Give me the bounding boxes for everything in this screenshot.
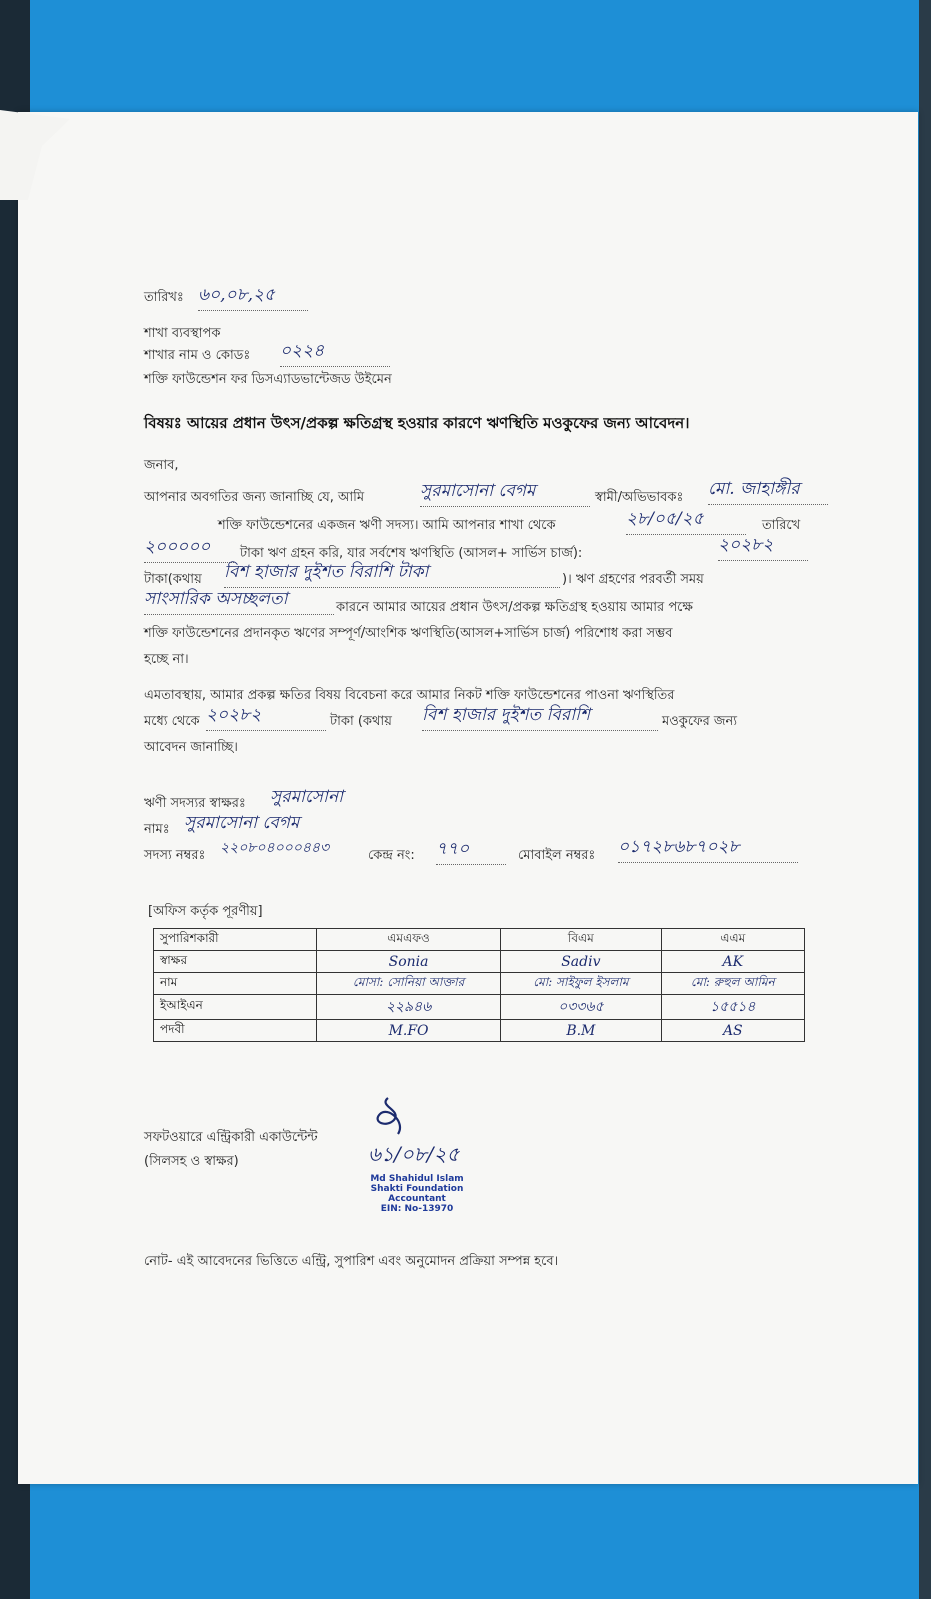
member-signature: সুরমাসোনা: [270, 787, 344, 807]
stamp-org: Shakti Foundation: [370, 1184, 464, 1194]
para1-text-7: )। ঋণ গ্রহণের পরবর্তী সময়: [562, 572, 704, 587]
member-number: ২২০৮০৪০০০৪৪৩: [220, 840, 330, 856]
waive-words-handwritten: বিশ হাজার দুইশত বিরাশি: [422, 702, 658, 731]
para2-text-4: মওকুফের জন্য: [662, 714, 738, 729]
accountant-label-sub: (সিলসহ ও স্বাক্ষর): [144, 1154, 239, 1169]
document-page: [18, 112, 918, 1484]
member-name-handwritten: সুরমাসোনা বেগম: [420, 478, 590, 507]
stamp-name: Md Shahidul Islam: [370, 1174, 464, 1184]
accountant-signature-mark: [358, 1092, 438, 1142]
para1-text-8: কারনে আমার আয়ের প্রধান উৎস/প্রকল্প ক্ষতিগ্রস্থ হওয়ায় আমার পক্ষে: [336, 600, 693, 615]
member-name-label: নামঃ: [144, 822, 170, 837]
loan-amount-handwritten: ২০০০০০: [144, 534, 234, 563]
table-row-label: ইআইএন: [154, 995, 317, 1020]
table-cell: AS: [661, 1020, 804, 1042]
loan-date-handwritten: ২৮/০৫/২৫: [626, 506, 746, 535]
table-cell: মো: রুহুল আমিন: [661, 973, 804, 995]
table-row: [154, 995, 805, 1020]
para1-text-4: তারিখে: [762, 518, 801, 533]
para1-text-5: টাকা ঋণ গ্রহন করি, যার সর্বশেষ ঋণস্থিতি (আসল+ সার্ভিস চার্জ):: [240, 546, 583, 561]
office-table: [153, 928, 805, 1042]
salutation: জনাব,: [144, 458, 179, 473]
table-cell: M.FO: [317, 1020, 501, 1042]
branch-code-label: শাখার নাম ও কোডঃ: [144, 348, 251, 363]
para1-text-3: শক্তি ফাউন্ডেশনের একজন ঋণী সদস্য। আমি আপনার শাখা থেকে: [218, 518, 556, 533]
table-row: [154, 973, 805, 995]
table-header-cell: এএম: [661, 929, 804, 951]
table-header-cell: সুপারিশকারী: [154, 929, 317, 951]
table-cell: ০৩৩৬৫: [501, 995, 661, 1020]
office-section-title: [অফিস কর্তৃক পূরণীয়]: [148, 904, 263, 919]
table-cell: B.M: [501, 1020, 661, 1042]
para2-text-1: এমতাবস্থায়, আমার প্রকল্প ক্ষতির বিষয় বিবেচনা করে আমার নিকট শক্তি ফাউন্ডেশনের পাওনা ঋণস্থিতির: [144, 688, 675, 703]
cause-handwritten: সাংসারিক অসচ্ছলতা: [144, 586, 334, 615]
para2-text-5: আবেদন জানাচ্ছি।: [144, 740, 238, 755]
note-line: নোট- এই আবেদনের ভিত্তিতে এন্ট্রি, সুপারিশ এবং অনুমোদন প্রক্রিয়া সম্পন্ন হবে।: [144, 1254, 559, 1269]
table-row: [154, 951, 805, 973]
member-name: সুরমাসোনা বেগম: [184, 813, 300, 833]
balance-words-handwritten: বিশ হাজার দুইশত বিরাশি টাকা: [224, 559, 560, 588]
table-row: [154, 1020, 805, 1042]
stamp-title: Accountant: [388, 1194, 446, 1204]
para2-text-3: টাকা (কথায়: [330, 714, 392, 729]
center-number: ৭৭০: [436, 836, 506, 865]
table-row-label: স্বাক্ষর: [154, 951, 317, 973]
center-label: কেন্দ্র নং:: [368, 848, 415, 863]
table-cell: ১৫৫১৪: [661, 995, 804, 1020]
table-cell: ২২৯৪৬: [317, 995, 501, 1020]
mobile-label: মোবাইল নম্বরঃ: [518, 848, 596, 863]
accountant-label: সফটওয়ারে এন্ট্রিকারী একাউন্টেন্ট: [144, 1130, 318, 1145]
table-header-cell: বিএম: [501, 929, 661, 951]
para1-text-2: স্বামী/অভিভাবকঃ: [595, 490, 684, 505]
table-cell: মো: সাইফুল ইসলাম: [501, 973, 661, 995]
accountant-stamp: [362, 1174, 472, 1214]
mobile-number: ০১৭২৮৬৮৭০২৮: [618, 834, 798, 863]
table-header-cell: এমএফও: [317, 929, 501, 951]
table-row: [154, 929, 805, 951]
member-number-label: সদস্য নম্বরঃ: [144, 848, 206, 863]
balance-handwritten: ২০২৮২: [718, 532, 808, 561]
branch-manager-line: শাখা ব্যবস্থাপক: [144, 326, 221, 341]
subject-line: বিষয়ঃ আয়ের প্রধান উৎস/প্রকল্প ক্ষতিগ্রস্থ হওয়ার কারণে ঋণস্থিতি মওকুফের জন্য আবেদন।: [144, 414, 690, 432]
table-row-label: পদবী: [154, 1020, 317, 1042]
guardian-handwritten: মো. জাহাঙ্গীর: [708, 476, 828, 505]
background-right-edge: [919, 0, 931, 1599]
stamp-ein: EIN: No-13970: [380, 1204, 454, 1214]
accountant-signature: ৬১/০৮/২৫: [368, 1142, 460, 1166]
member-signature-label: ঋণী সদস্যর স্বাক্ষরঃ: [144, 796, 246, 811]
table-row-label: নাম: [154, 973, 317, 995]
table-cell: মোসা: সোনিয়া আক্তার: [317, 973, 501, 995]
table-cell: Sadiv: [501, 951, 661, 973]
para1-text-9: শক্তি ফাউন্ডেশনের প্রদানকৃত ঋণের সম্পূর্ণ/আংশিক ঋণস্থিতি(আসল+সার্ভিস চার্জ) পরিশোধ করা সম্ভব: [144, 626, 673, 641]
para1-text-1: আপনার অবগতির জন্য জানাচ্ছি যে, আমি: [144, 490, 365, 505]
table-cell: Sonia: [317, 951, 501, 973]
date-value: ৬০,০৮,২৫: [198, 282, 308, 311]
waive-amount-handwritten: ২০২৮২: [206, 702, 326, 731]
branch-code-value: ০২২৪: [280, 338, 390, 367]
para2-text-2: মধ্যে থেকে: [144, 714, 200, 729]
table-cell: AK: [661, 951, 804, 973]
para1-text-6: টাকা(কথায়: [144, 572, 202, 587]
para1-text-10: হচ্ছে না।: [144, 652, 189, 667]
org-line: শক্তি ফাউন্ডেশন ফর ডিসএ্যাডভান্টেজড উইমেন: [144, 372, 392, 387]
date-label: তারিখঃ: [144, 290, 184, 305]
